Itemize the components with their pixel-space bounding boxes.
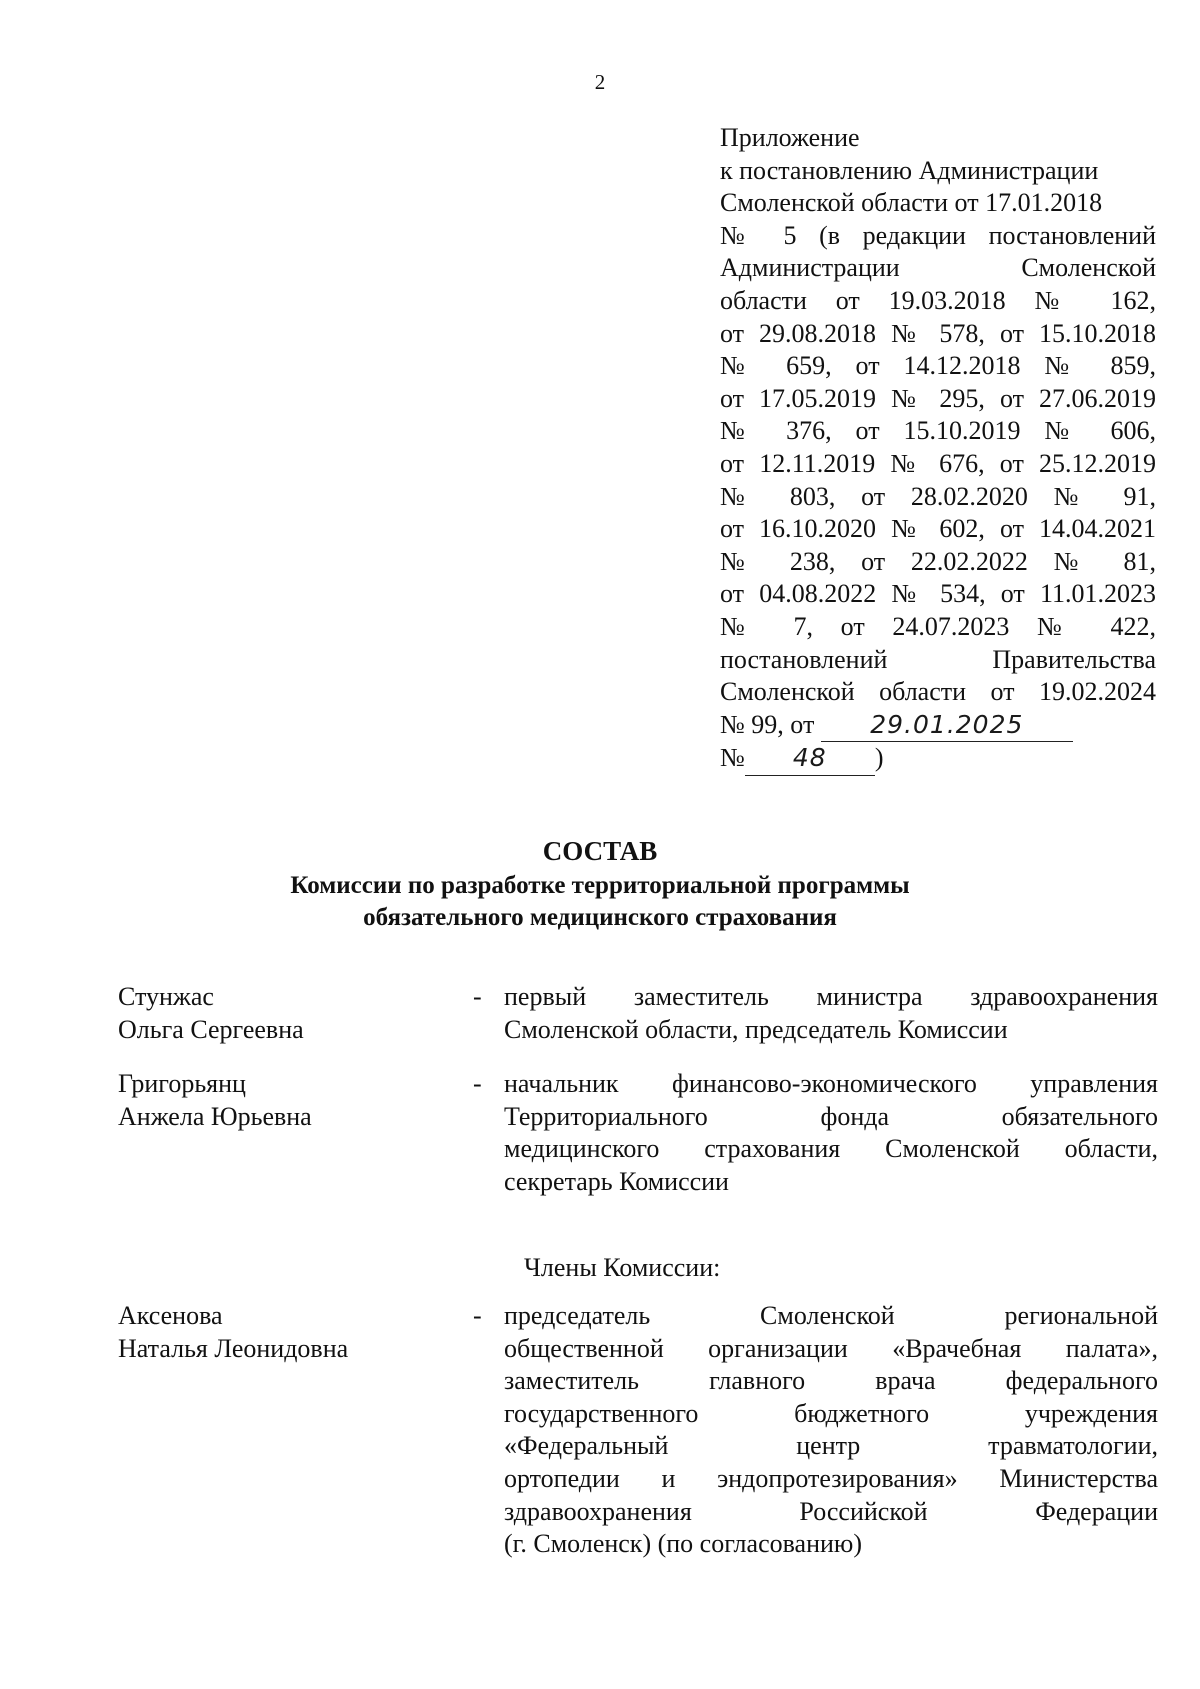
appendix-line: Администрации Смоленской [720,253,1156,283]
appendix-number-prefix: № [720,743,745,773]
position-line: «Федеральный центр травматологии, [504,1431,1158,1461]
appendix-line: к постановлению Администрации [720,155,1099,185]
position-line: секретарь Комиссии [504,1166,729,1196]
member-surname: Аксенова [118,1301,223,1330]
position-line: общественной организации «Врачебная палата», [504,1333,1158,1363]
member-surname: Григорьянц [118,1069,246,1098]
member-name [118,1300,458,1365]
appendix-line: от 04.08.2022 № 534, от 11.01.2023 [720,579,1156,609]
position-line: Территориального фонда обязательного [504,1101,1158,1131]
position-line: председатель Смоленской региональной [504,1301,1158,1330]
appendix-line: № 238, от 22.02.2022 № 81, [720,546,1156,576]
appendix-line: № 803, от 28.02.2020 № 91, [720,481,1156,511]
position-line: заместитель главного врача федерального [504,1366,1158,1396]
member-name [118,981,458,1046]
appendix-line: от 17.05.2019 № 295, от 27.06.2019 [720,383,1156,413]
appendix-line: от 16.10.2020 № 602, от 14.04.2021 [720,514,1156,544]
entry-dash: - [473,982,482,1011]
appendix-line: области от 19.03.2018 № 162, [720,285,1156,315]
appendix-line: Приложение [720,123,860,152]
position-line: государственного бюджетного учреждения [504,1398,1158,1428]
appendix-line: постановлений Правительства [720,644,1156,674]
appendix-line: № 7, от 24.07.2023 № 422, [720,611,1156,641]
appendix-date-line [720,709,1156,743]
document-subtitle-line2: обязательного медицинского страхования [363,904,837,931]
position-line: здравоохранения Российской Федерации [504,1496,1158,1526]
entry-dash: - [473,1069,482,1098]
appendix-line: № 659, от 14.12.2018 № 859, [720,351,1156,381]
page-number: 2 [594,70,606,94]
member-given-names: Ольга Сергеевна [118,1014,304,1044]
position-line: медицинского страхования Смоленской области, [504,1134,1158,1164]
appendix-line: № 5 (в редакции постановлений [720,220,1156,250]
member-given-names: Наталья Леонидовна [118,1333,349,1363]
appendix-line: № 376, от 15.10.2019 № 606, [720,416,1156,446]
appendix-line: от 12.11.2019 № 676, от 25.12.2019 [720,448,1156,478]
position-line: (г. Смоленск) (по согласованию) [504,1529,862,1559]
handwritten-date: 29.01.2025 [821,709,1073,743]
member-surname: Стунжас [118,982,214,1011]
member-position [504,981,1158,1046]
position-line: начальник финансово-экономического управления [504,1069,1158,1098]
members-caption: Члены Комиссии: [524,1253,721,1282]
appendix-block [720,122,1156,776]
position-line: первый заместитель министра здравоохранения [504,982,1158,1011]
member-given-names: Анжела Юрьевна [118,1101,312,1131]
appendix-line: Смоленской области от 17.01.2018 [720,188,1103,218]
appendix-number-suffix: ) [874,743,884,773]
appendix-line: Смоленской области от 19.02.2024 [720,677,1156,707]
entry-dash: - [473,1301,482,1330]
member-position [504,1068,1158,1198]
appendix-line: от 29.08.2018 № 578, от 15.10.2018 [720,318,1156,348]
position-line: ортопедии и эндопротезирования» Министерства [504,1463,1158,1493]
member-position [504,1300,1158,1561]
position-line: Смоленской области, председатель Комиссии [504,1014,1008,1044]
appendix-date-prefix: № 99, от [720,709,815,739]
handwritten-number: 48 [745,742,875,776]
member-name [118,1068,458,1133]
document-title: СОСТАВ [542,836,658,866]
appendix-number-line [720,742,1156,776]
document-subtitle-line1: Комиссии по разработке территориальной программы [290,872,910,899]
